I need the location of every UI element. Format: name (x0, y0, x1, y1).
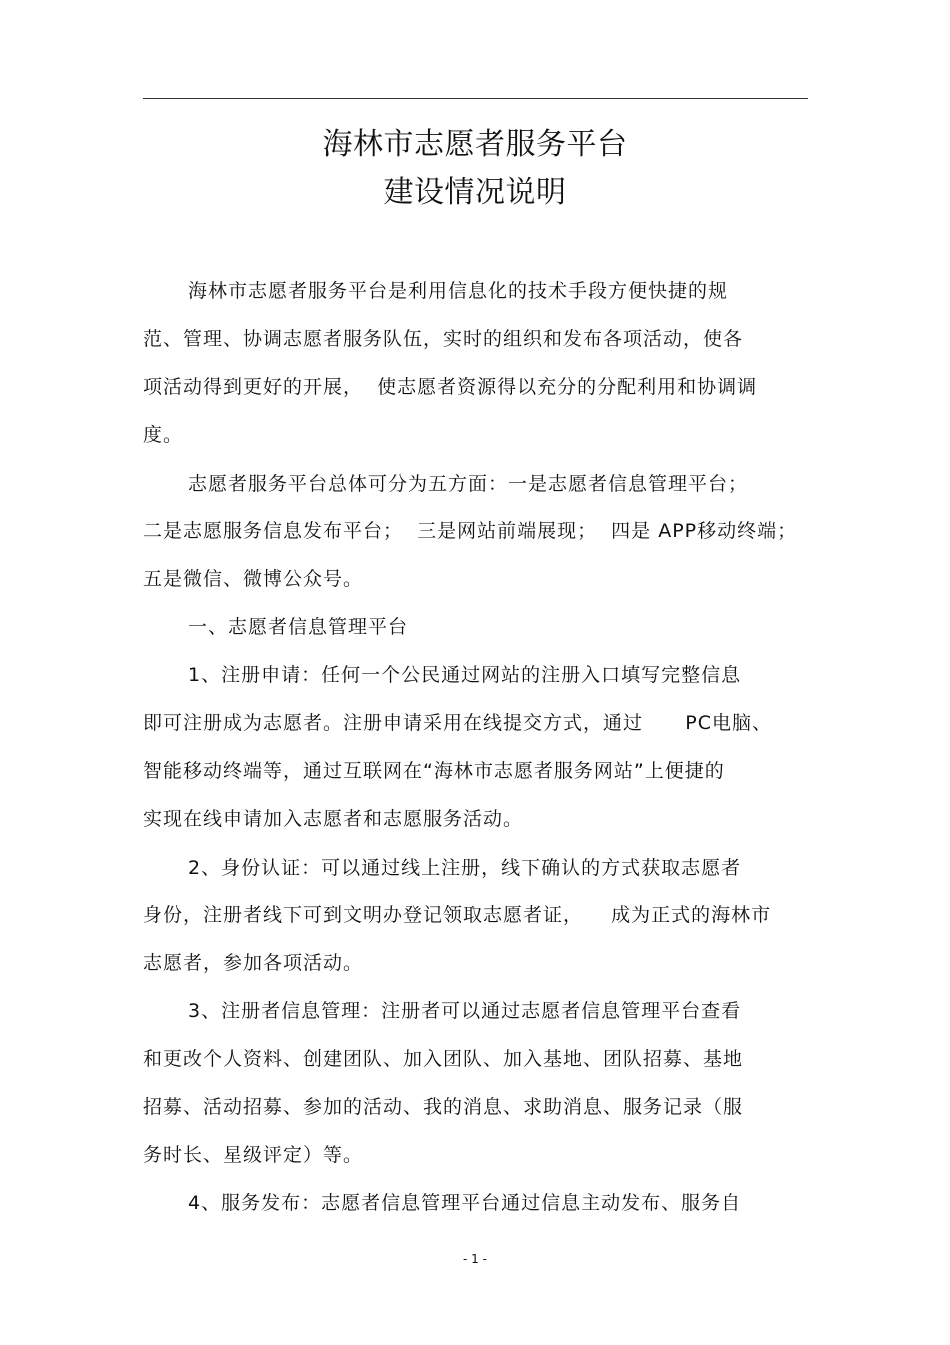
body-line: 实现在线申请加入志愿者和志愿服务活动。 (143, 808, 524, 830)
body-line: 1、注册申请：任何一个公民通过网站的注册入口填写完整信息 (188, 664, 742, 686)
body-line: 海林市志愿者服务平台是利用信息化的技术手段方便快捷的规 (188, 280, 729, 302)
body-line: 3、注册者信息管理：注册者可以通过志愿者信息管理平台查看 (188, 1000, 742, 1022)
body-line: 志愿者服务平台总体可分为五方面：一是志愿者信息管理平台； (188, 473, 749, 495)
section-heading: 一、志愿者信息管理平台 (188, 616, 409, 638)
body-line: 即可注册成为志愿者。注册申请采用在线提交方式，通过 PC电脑、 (143, 712, 772, 734)
body-line: 招募、活动招募、参加的活动、我的消息、求助消息、服务记录（服 (143, 1096, 744, 1118)
body-line: 智能移动终端等，通过互联网在“海林市志愿者服务网站”上便捷的 (143, 760, 725, 782)
body-line: 和更改个人资料、创建团队、加入团队、加入基地、团队招募、基地 (143, 1048, 744, 1070)
document-title-line-1: 海林市志愿者服务平台 (322, 127, 628, 162)
document-title-line-2: 建设情况说明 (383, 175, 567, 210)
body-line: 度。 (143, 424, 184, 446)
body-line: 身份，注册者线下可到文明办登记领取志愿者证， 成为正式的海林市 (143, 904, 772, 926)
body-line: 五是微信、微博公众号。 (143, 568, 364, 590)
body-line: 志愿者，参加各项活动。 (143, 952, 364, 974)
body-line: 2、身份认证：可以通过线上注册，线下确认的方式获取志愿者 (188, 857, 742, 879)
body-line: 范、管理、协调志愿者服务队伍，实时的组织和发布各项活动，使各 (143, 328, 744, 350)
body-line: 务时长、星级评定）等。 (143, 1144, 364, 1166)
body-line: 项活动得到更好的开展， 使志愿者资源得以充分的分配利用和协调调 (143, 376, 758, 398)
header-rule (143, 98, 808, 99)
body-line: 二是志愿服务信息发布平台； 三是网站前端展现； 四是 APP移动终端； (143, 520, 798, 542)
body-line: 4、服务发布：志愿者信息管理平台通过信息主动发布、服务自 (188, 1192, 742, 1214)
page-number: - 1 - (463, 1252, 487, 1266)
